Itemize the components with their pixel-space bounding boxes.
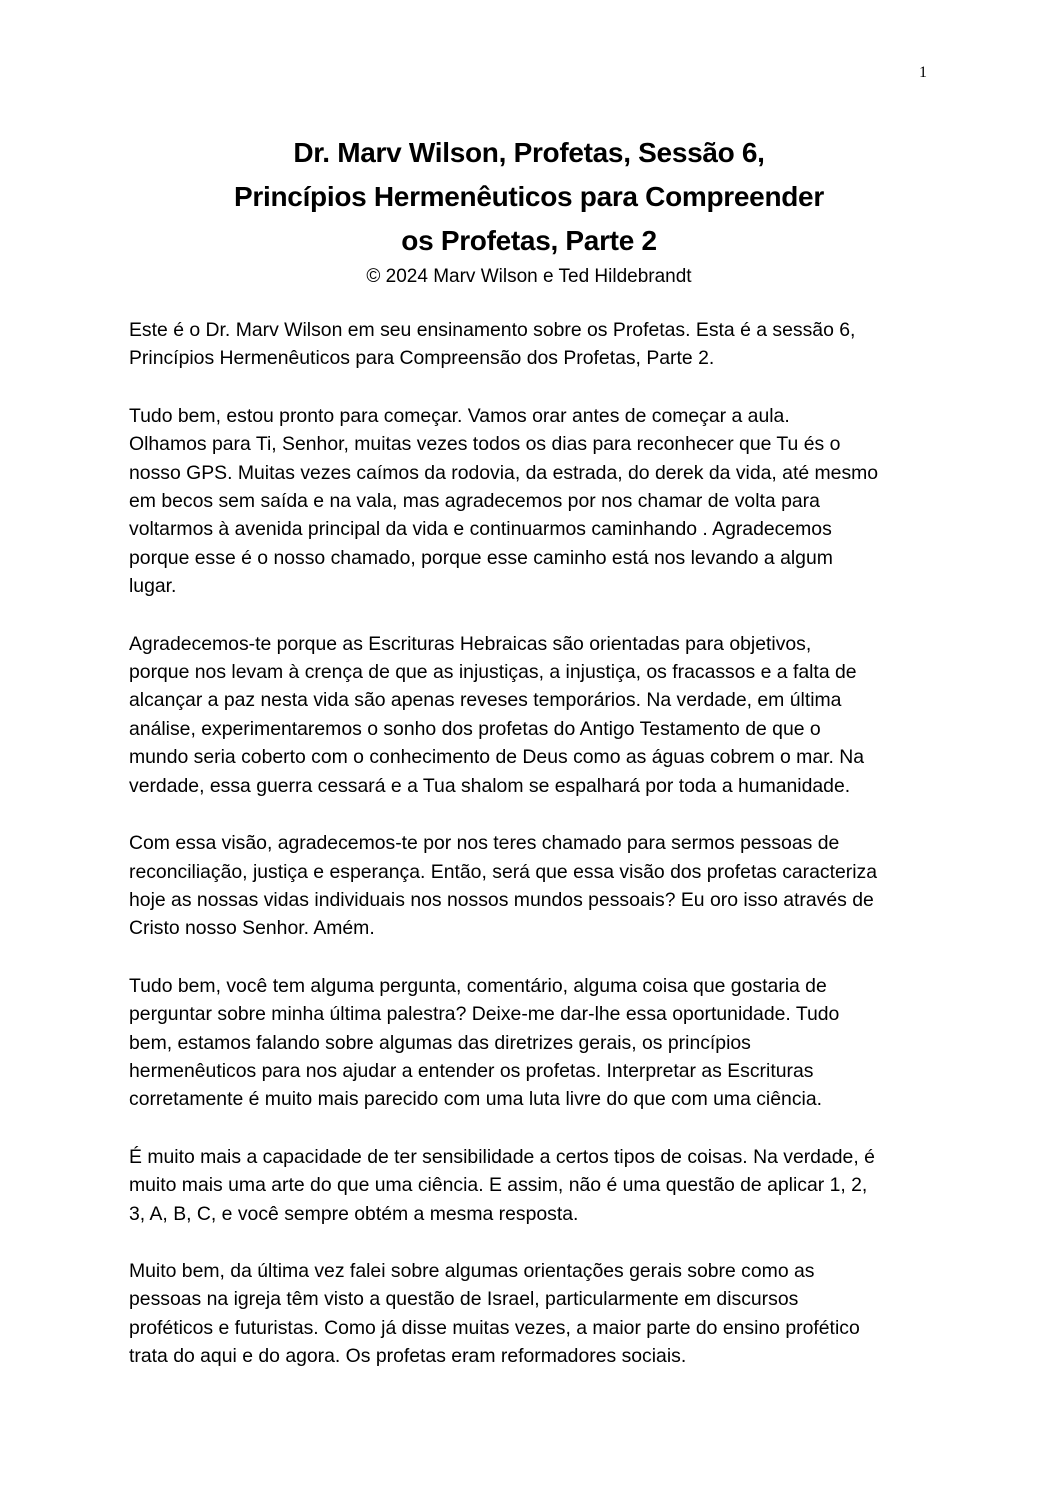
paragraph-line: alcançar a paz nesta vida são apenas reveses temporários. Na verdade, em última — [129, 689, 842, 712]
paragraph-line: Olhamos para Ti, Senhor, muitas vezes todos os dias para reconhecer que Tu és o — [129, 433, 841, 456]
paragraph-line: 3, A, B, C, e você sempre obtém a mesma resposta. — [129, 1202, 579, 1225]
paragraph-line: muito mais uma arte do que uma ciência. E assim, não é uma questão de aplicar 1, 2, — [129, 1174, 868, 1197]
title-block — [0, 131, 1058, 291]
title-line-1: Dr. Marv Wilson, Profetas, Sessão 6, — [293, 137, 765, 168]
paragraph-line: hoje as nossas vidas individuais nos nossos mundos pessoais? Eu oro isso através de — [129, 888, 874, 911]
paragraph-line: Muito bem, da última vez falei sobre algumas orientações gerais sobre como as — [129, 1259, 815, 1282]
paragraph-line: Este é o Dr. Marv Wilson em seu ensinamento sobre os Profetas. Esta é a sessão 6, — [129, 319, 856, 341]
paragraph-line: proféticos e futuristas. Como já disse muitas vezes, a maior parte do ensino profético — [129, 1316, 860, 1339]
paragraph-line: hermenêuticos para nos ajudar a entender os profetas. Interpretar as Escrituras — [129, 1059, 814, 1082]
paragraph — [129, 316, 944, 373]
title-line-3: os Profetas, Parte 2 — [401, 225, 657, 256]
paragraph-line: nosso GPS. Muitas vezes caímos da rodovia, da estrada, do derek da vida, até mesmo — [129, 461, 879, 484]
paragraph — [129, 1143, 944, 1228]
paragraph — [129, 829, 944, 943]
paragraph-line: verdade, essa guerra cessará e a Tua shalom se espalhará por toda a humanidade. — [129, 774, 851, 797]
paragraph-line: lugar. — [129, 575, 177, 598]
paragraph-line: em becos sem saída e na vala, mas agradecemos por nos chamar de volta para — [129, 490, 820, 513]
paragraph-line: pessoas na igreja têm visto a questão de Israel, particularmente em discursos — [129, 1288, 799, 1311]
paragraph-line: Princípios Hermenêuticos para Compreensão dos Profetas, Parte 2. — [129, 347, 715, 370]
document-body — [129, 316, 944, 1400]
paragraph-line: bem, estamos falando sobre algumas das diretrizes gerais, os princípios — [129, 1031, 751, 1054]
paragraph-line: reconciliação, justiça e esperança. Então, será que essa visão dos profetas caracteriza — [129, 860, 878, 883]
paragraph-line: Com essa visão, agradecemos-te por nos teres chamado para sermos pessoas de — [129, 832, 840, 855]
title-line-2: Princípios Hermenêuticos para Compreender — [234, 181, 824, 212]
paragraph-line: análise, experimentaremos o sonho dos profetas do Antigo Testamento de que o — [129, 717, 821, 740]
paragraph — [129, 972, 944, 1114]
page-number: 1 — [919, 64, 927, 81]
paragraph — [129, 402, 944, 601]
paragraph-line: porque nos levam à crença de que as injustiças, a injustiça, os fracassos e a falta de — [129, 661, 857, 684]
paragraph-line: trata do aqui e do agora. Os profetas eram reformadores sociais. — [129, 1345, 687, 1368]
paragraph-line: porque esse é o nosso chamado, porque esse caminho está nos levando a algum — [129, 546, 833, 569]
paragraph — [129, 1257, 944, 1371]
paragraph-line: corretamente é muito mais parecido com uma luta livre do que com uma ciência. — [129, 1088, 822, 1111]
paragraph-line: É muito mais a capacidade de ter sensibilidade a certos tipos de coisas. Na verdade, é — [129, 1145, 875, 1168]
paragraph-line: Tudo bem, você tem alguma pergunta, comentário, alguma coisa que gostaria de — [129, 974, 827, 997]
copyright-notice: © 2024 Marv Wilson e Ted Hildebrandt — [366, 266, 692, 287]
paragraph-line: Cristo nosso Senhor. Amém. — [129, 917, 375, 940]
paragraph-line: perguntar sobre minha última palestra? Deixe-me dar-lhe essa oportunidade. Tudo — [129, 1003, 840, 1026]
paragraph — [129, 630, 944, 800]
paragraph-line: Agradecemos-te porque as Escrituras Hebraicas são orientadas para objetivos, — [129, 632, 812, 655]
paragraph-line: Tudo bem, estou pronto para começar. Vamos orar antes de começar a aula. — [129, 404, 790, 427]
paragraph-line: mundo seria coberto com o conhecimento de Deus como as águas cobrem o mar. Na — [129, 746, 865, 769]
paragraph-line: voltarmos à avenida principal da vida e continuarmos caminhando . Agradecemos — [129, 518, 832, 541]
